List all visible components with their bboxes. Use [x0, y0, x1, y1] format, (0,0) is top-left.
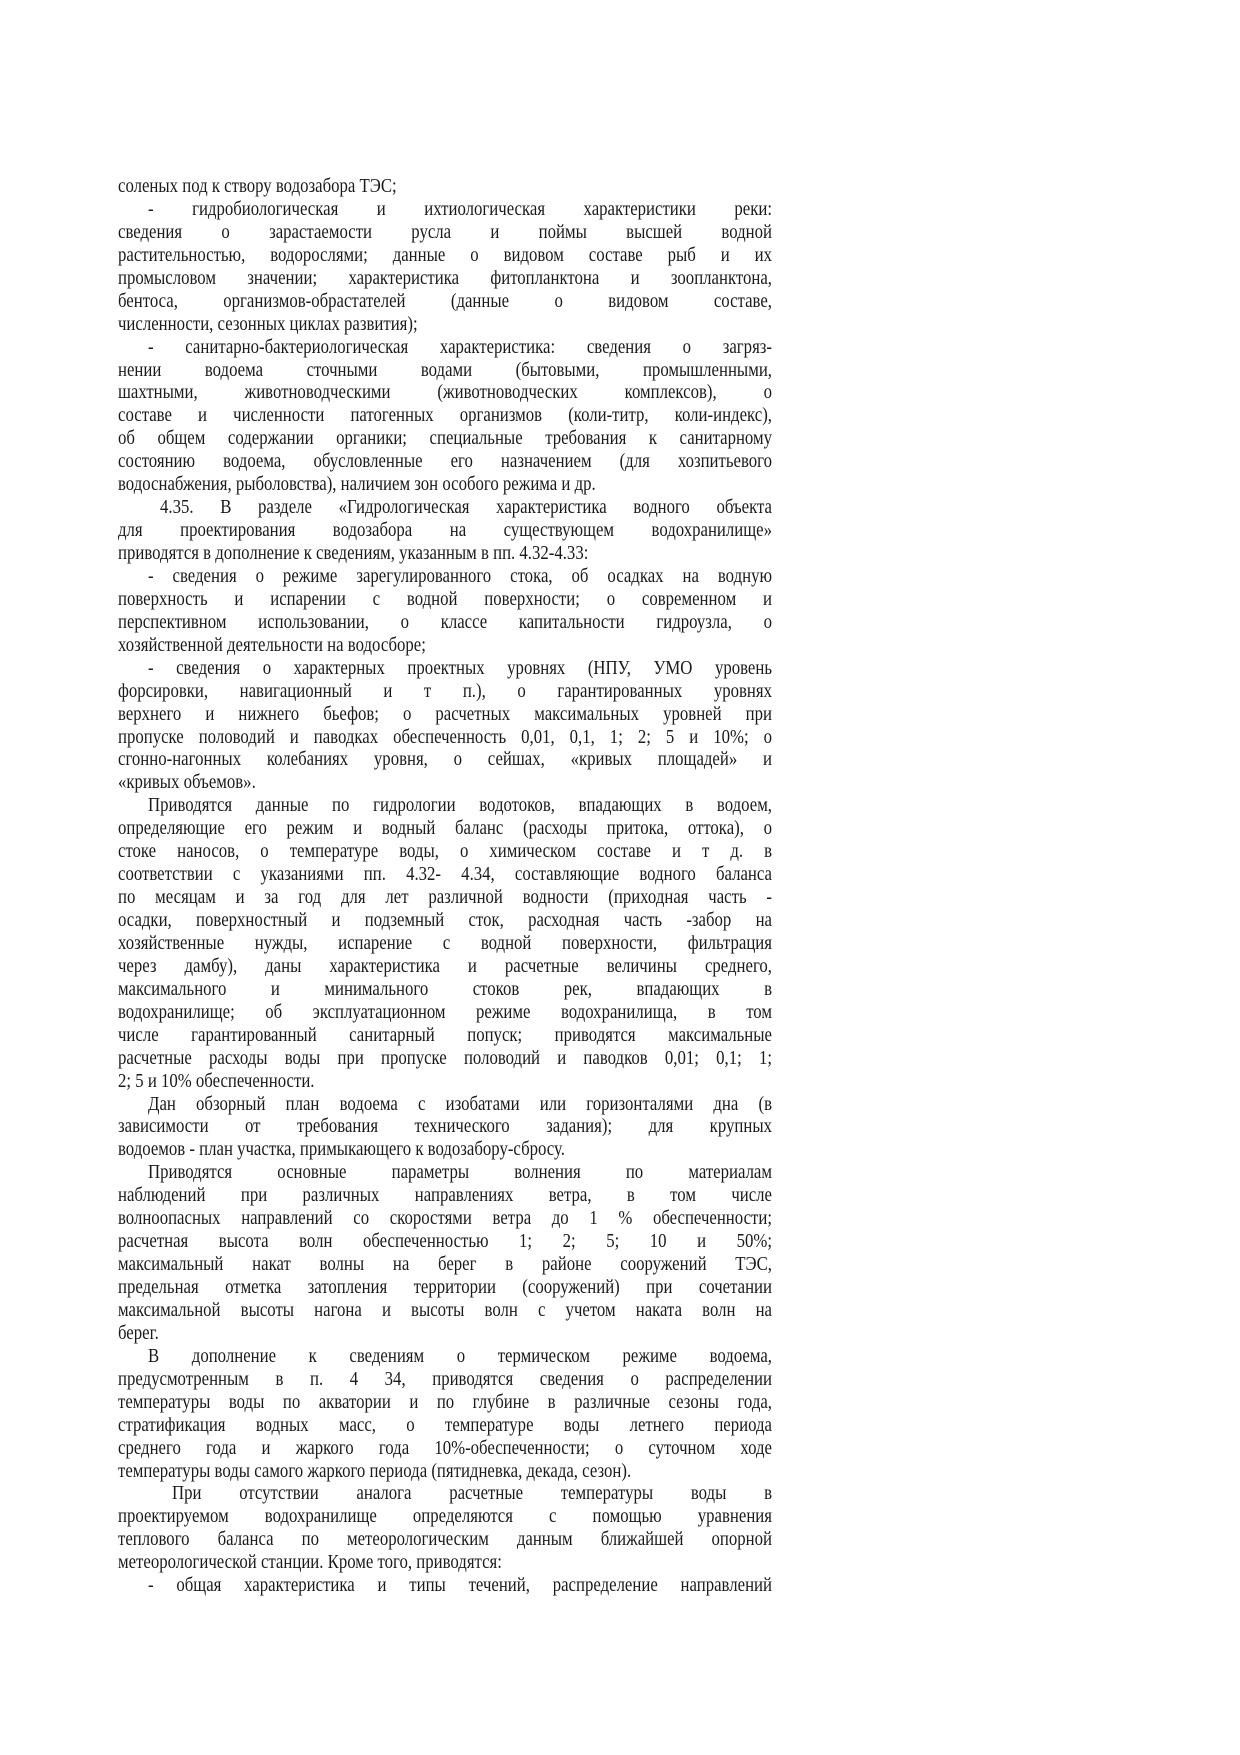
text-line-content: об общем содержании органики; специальные требования к санитарному: [118, 428, 772, 450]
text-line-content: бентоса, организмов-обрастателей (данные о видовом составе,: [118, 290, 772, 312]
text-line-content: соленых под к створу водозабора ТЭС;: [118, 176, 397, 197]
text-line-content: перспективном использовании, о классе капитальности гидроузла, о: [118, 611, 772, 633]
text-line-content: верхнего и нижнего бьефов; о расчетных максимальных уровней при: [118, 703, 772, 725]
text-line: [118, 520, 772, 543]
text-line-content: - гидробиологическая и ихтиологическая характеристики реки:: [148, 198, 772, 220]
text-line: [118, 291, 772, 314]
text-line-content: Дан обзорный план водоема с изобатами или горизонталями дна (в: [148, 1093, 772, 1115]
text-line: [118, 1002, 772, 1025]
text-line-content: - сведения о характерных проектных уровнях (НПУ, УМО уровень: [148, 657, 772, 679]
text-line: [118, 314, 772, 337]
text-line-content: пропуске половодий и паводках обеспеченность 0,01, 0,1, 1; 2; 5 и 10%; о: [118, 726, 772, 748]
text-line: [118, 245, 772, 268]
text-line-content: водоснабжения, рыболовства), наличием зон особого режима и др.: [118, 474, 596, 496]
text-line: [118, 176, 772, 199]
text-line: [118, 612, 772, 635]
text-line-content: шахтными, животноводческими (животноводческих комплексов), о: [118, 382, 772, 404]
text-line: [118, 841, 772, 864]
text-line-content: растительностью, водорослями; данные о видовом составе рыб и их: [118, 244, 772, 266]
text-line-content: 2; 5 и 10% обеспеченности.: [118, 1070, 315, 1092]
text-line-content: максимального и минимального стоков рек, впадающих в: [118, 978, 772, 1000]
text-line-content: среднего года и жаркого года 10%-обеспеченности; о суточном ходе: [118, 1437, 772, 1459]
text-line: [118, 681, 772, 704]
text-line-content: Приводятся данные по гидрологии водотоков, впадающих в водоем,: [148, 795, 772, 817]
text-line: [118, 360, 772, 383]
text-line-content: максимальной высоты нагона и высоты волн с учетом наката волн на: [118, 1299, 772, 1321]
text-line: [118, 474, 772, 497]
text-line: [118, 222, 772, 245]
text-line: [118, 864, 772, 887]
text-line-content: осадки, поверхностный и подземный сток, расходная часть -забор на: [118, 910, 772, 931]
text-line-content: - общая характеристика и типы течений, распределение направлений: [148, 1575, 772, 1597]
text-line: [118, 1415, 772, 1438]
text-line-content: водоемов - план участка, примыкающего к водозабору-сбросу.: [118, 1139, 565, 1161]
text-line: [118, 199, 772, 222]
text-line-content: проектируемом водохранилище определяются с помощью уравнения: [118, 1506, 772, 1528]
text-line: [118, 566, 772, 589]
text-line: [118, 910, 772, 933]
text-line: [118, 772, 772, 795]
text-line: [118, 543, 772, 566]
text-line: [118, 727, 772, 750]
text-line: [118, 1277, 772, 1300]
text-line-content: численности, сезонных циклах развития);: [118, 313, 418, 335]
text-line-content: для проектирования водозабора на существующем водохранилище»: [118, 520, 772, 542]
text-line-content: числе гарантированный санитарный попуск; приводятся максимальные: [118, 1024, 772, 1046]
text-line: [118, 887, 772, 910]
text-line: [118, 1071, 772, 1094]
text-line: [118, 658, 772, 681]
text-line-content: волноопасных направлений со скоростями ветра до 1 % обеспеченности;: [118, 1208, 772, 1230]
text-line: [118, 382, 772, 405]
text-line-content: предусмотренным в п. 4 34, приводятся сведения о распределении: [118, 1368, 772, 1390]
text-line-content: приводятся в дополнение к сведениям, указанным в пп. 4.32-4.33:: [118, 543, 589, 564]
text-line-content: стратификация водных масс, о температуре воды летнего периода: [118, 1414, 772, 1436]
text-line-content: составе и численности патогенных организмов (коли-титр, коли-индекс),: [118, 405, 772, 427]
text-line-content: теплового баланса по метеорологическим данным ближайшей опорной: [118, 1529, 772, 1551]
text-line: [118, 1139, 772, 1162]
text-line: [118, 1116, 772, 1139]
document-page: [118, 176, 772, 1598]
text-line: [118, 749, 772, 772]
text-line-content: стоке наносов, о температуре воды, о химическом составе и т д. в: [118, 841, 772, 863]
text-line-content: определяющие его режим и водный баланс (расходы притока, оттока), о: [118, 818, 772, 840]
text-line-content: сгонно-нагонных колебаниях уровня, о сейшах, «кривых площадей» и: [118, 749, 772, 771]
text-line-content: по месяцам и за год для лет различной водности (приходная часть -: [118, 887, 772, 909]
text-line: [118, 635, 772, 658]
text-line-content: нении водоема сточными водами (бытовыми, промышленными,: [118, 359, 772, 381]
text-line: [118, 405, 772, 428]
text-line-content: поверхность и испарении с водной поверхности; о современном и: [118, 588, 772, 610]
text-line-content: водохранилище; об эксплуатационном режиме водохранилища, в том: [118, 1001, 772, 1023]
text-line: [118, 268, 772, 291]
text-line-content: берег.: [118, 1322, 159, 1344]
text-line: [118, 589, 772, 612]
text-line-content: Приводятся основные параметры волнения по материалам: [148, 1162, 772, 1184]
text-line-content: состоянию водоема, обусловленные его назначением (для хозпитьевого: [118, 451, 772, 473]
text-line: [118, 1231, 772, 1254]
text-line: [118, 1162, 772, 1185]
text-line-content: сведения о зарастаемости русла и поймы высшей водной: [118, 221, 772, 243]
text-line: [118, 428, 772, 451]
text-line: [118, 1185, 772, 1208]
text-line-content: В дополнение к сведениям о термическом режиме водоема,: [148, 1345, 772, 1367]
text-line: [118, 1392, 772, 1415]
text-line-content: 4.35. В разделе «Гидрологическая характеристика водного объекта: [160, 497, 772, 519]
text-line: [118, 1323, 772, 1346]
text-line-content: - сведения о режиме зарегулированного стока, об осадках на водную: [148, 565, 772, 587]
text-line: [118, 1461, 772, 1484]
text-line: [118, 1369, 772, 1392]
text-line-content: соответствии с указаниями пп. 4.32- 4.34, составляющие водного баланса: [118, 864, 772, 886]
text-line: [118, 1529, 772, 1552]
text-line: [118, 979, 772, 1002]
text-line: [118, 1300, 772, 1323]
text-line-content: расчетная высота волн обеспеченностью 1; 2; 5; 10 и 50%;: [118, 1231, 772, 1253]
text-line: [118, 1483, 772, 1506]
text-line-content: через дамбу), даны характеристика и расчетные величины среднего,: [118, 955, 772, 977]
text-line-content: метеорологической станции. Кроме того, приводятся:: [118, 1552, 502, 1574]
text-line-content: - санитарно-бактериологическая характеристика: сведения о загряз-: [148, 336, 772, 358]
text-line-content: хозяйственные нужды, испарение с водной поверхности, фильтрация: [118, 932, 772, 954]
text-line: [118, 1575, 772, 1598]
text-line: [118, 451, 772, 474]
text-line: [118, 704, 772, 727]
text-line-content: хозяйственной деятельности на водосборе;: [118, 634, 426, 656]
text-line: [118, 933, 772, 956]
text-line-content: максимальный накат волны на берег в районе сооружений ТЭС,: [118, 1254, 772, 1276]
text-line: [118, 1208, 772, 1231]
text-line: [118, 337, 772, 360]
text-line: [118, 956, 772, 979]
text-line-content: «кривых объемов».: [118, 772, 256, 794]
text-line-content: предельная отметка затопления территории (сооружений) при сочетании: [118, 1277, 772, 1298]
text-line: [118, 497, 772, 520]
text-line-content: При отсутствии аналога расчетные температуры воды в: [172, 1483, 772, 1505]
text-line-content: температуры воды по акватории и по глубине в различные сезоны года,: [118, 1391, 772, 1413]
text-line-content: расчетные расходы воды при пропуске половодий и паводков 0,01; 0,1; 1;: [118, 1047, 772, 1069]
text-line: [118, 1048, 772, 1071]
text-line-content: зависимости от требования технического задания); для крупных: [118, 1116, 772, 1138]
text-line: [118, 1438, 772, 1461]
text-line: [118, 1552, 772, 1575]
text-line: [118, 1094, 772, 1117]
text-line-content: промысловом значении; характеристика фитопланктона и зоопланктона,: [118, 267, 772, 289]
text-line: [118, 795, 772, 818]
text-line: [118, 1254, 772, 1277]
text-line: [118, 818, 772, 841]
text-line: [118, 1025, 772, 1048]
text-line: [118, 1506, 772, 1529]
text-line: [118, 1346, 772, 1369]
text-line-content: наблюдений при различных направлениях ветра, в том числе: [118, 1185, 772, 1207]
text-line-content: форсировки, навигационный и т п.), о гарантированных уровнях: [118, 680, 772, 702]
text-line-content: температуры воды самого жаркого периода (пятидневка, декада, сезон).: [118, 1460, 632, 1482]
